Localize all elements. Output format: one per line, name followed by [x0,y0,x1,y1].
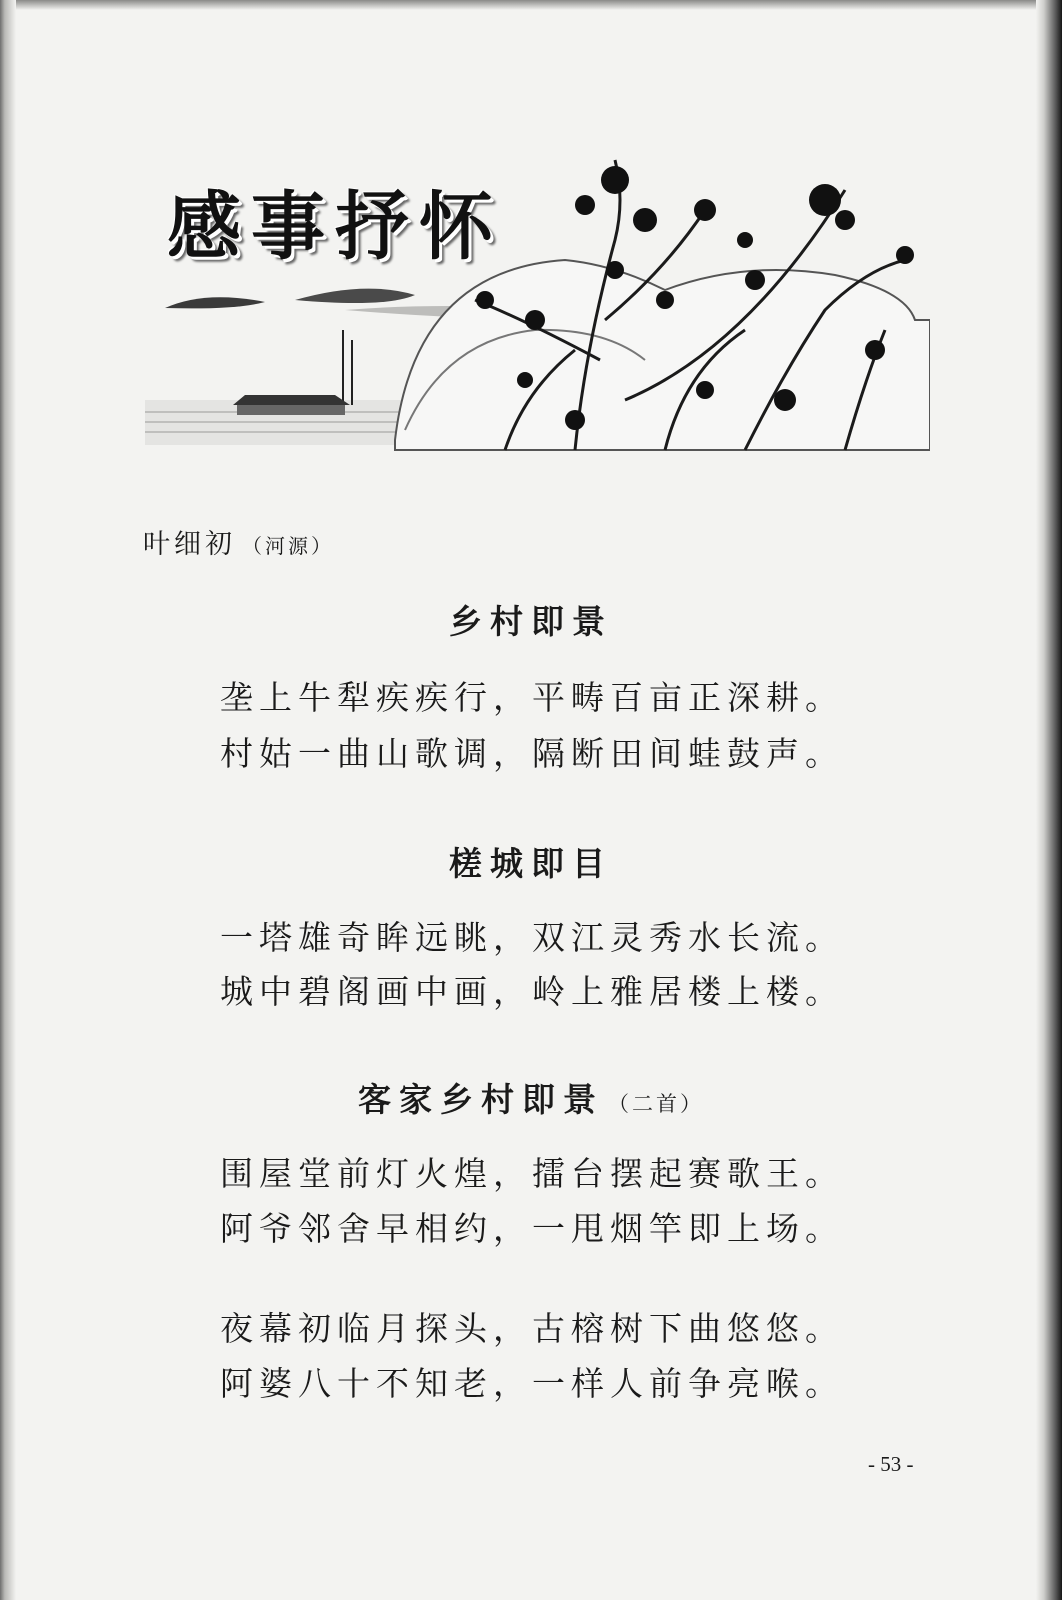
poem-title: 槎城即目 [449,844,613,883]
author-region: （河源） [242,534,334,558]
page-edge-left [0,0,16,1600]
page-edge-top [0,0,1062,10]
poem-line: 城中碧阁画中画，岭上雅居楼上楼。 [220,972,844,1011]
waterfront-buildings [233,395,350,405]
poem-title-note: （二首） [608,1092,704,1116]
poem-line: 阿婆八十不知老，一样人前争亮喉。 [220,1364,844,1403]
poem-line: 村姑一曲山歌调，隔断田间蛙鼓声。 [220,734,844,773]
author-name: 叶细初 [143,529,236,560]
poem-line: 垄上牛犁疾疾行，平畴百亩正深耕。 [220,678,844,717]
page-number: - 53 - [868,1452,914,1476]
poem-title [0,1074,1062,1121]
distant-island [165,297,265,308]
poem-line: 一塔雄奇眸远眺，双江灵秀水长流。 [220,918,844,957]
poem-line: 围屋堂前灯火煌，擂台摆起赛歌王。 [220,1154,844,1193]
page-edge-right [1036,0,1062,1600]
distant-island [295,289,415,303]
poem-title-text: 客家乡村即景 [358,1080,604,1119]
banner-title: 感事抒怀 [167,184,503,270]
author-line [143,522,334,561]
poem-title: 乡村即景 [449,602,613,641]
poem-line: 夜幕初临月探头，古榕树下曲悠悠。 [220,1309,844,1348]
poem-line: 阿爷邻舍早相约，一甩烟竿即上场。 [220,1209,844,1248]
header-banner [145,150,930,460]
